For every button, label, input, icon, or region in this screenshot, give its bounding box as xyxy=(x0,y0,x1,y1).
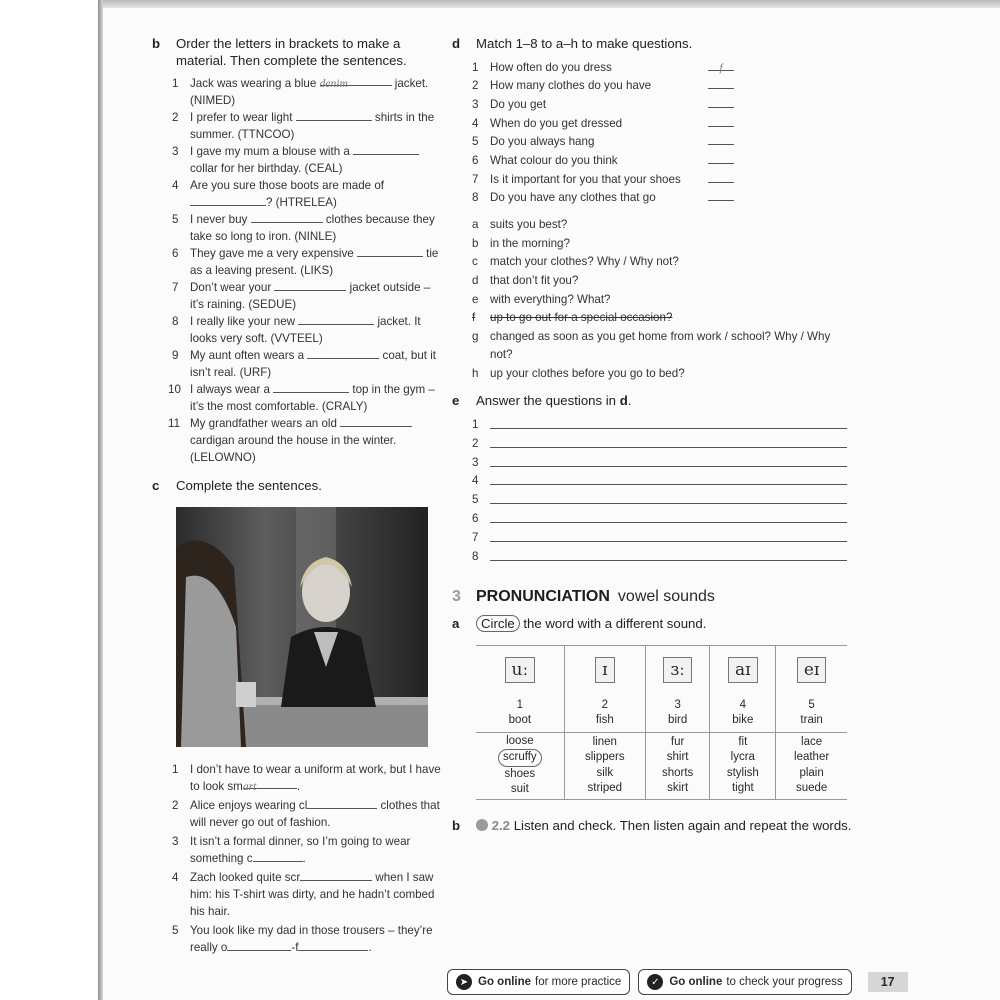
exercise-c-heading xyxy=(152,478,442,495)
item-question: Do you have any clothes that go xyxy=(490,191,656,205)
vowel-symbol-cell xyxy=(710,645,776,694)
answer-line-row xyxy=(472,454,852,473)
answer-blank[interactable] xyxy=(353,144,419,155)
item-text xyxy=(190,797,442,831)
circle-word: Circle xyxy=(476,615,520,632)
exercise-a-heading xyxy=(452,616,852,633)
word-list-cell xyxy=(776,732,847,799)
item-text-end: clothes because they take so long to iron. (NINLE) xyxy=(190,213,435,243)
list-item xyxy=(172,75,442,109)
item-letter: e xyxy=(472,292,479,306)
item-ending: that don’t fit you? xyxy=(490,273,579,287)
answer-line-row xyxy=(472,435,852,454)
item-text xyxy=(472,171,708,190)
key-word-cell xyxy=(564,694,645,733)
item-text xyxy=(190,177,442,211)
list-item xyxy=(472,59,852,78)
column-number: 4 xyxy=(739,698,747,711)
exercise-instruction: Complete the sentences. xyxy=(176,478,322,493)
list-item xyxy=(168,381,442,415)
answer-blank[interactable] xyxy=(298,940,368,951)
list-item xyxy=(172,211,442,245)
answer-blank[interactable] xyxy=(357,246,423,257)
list-item xyxy=(472,291,852,310)
item-text-end: . xyxy=(302,851,306,865)
answer-line[interactable] xyxy=(490,416,847,429)
answer-line[interactable] xyxy=(490,435,847,448)
section-title: PRONUNCIATION xyxy=(476,588,610,606)
item-number: 4 xyxy=(172,179,179,192)
line-number: 6 xyxy=(472,511,479,525)
answer-line-row xyxy=(472,416,852,435)
line-number: 7 xyxy=(472,530,479,544)
item-number: 10 xyxy=(168,383,181,396)
match-answer-blank[interactable] xyxy=(708,77,734,89)
line-number: 4 xyxy=(472,474,479,488)
item-text-middle: -f xyxy=(291,940,299,954)
key-word-cell xyxy=(476,694,564,733)
sound-picture-icon: aɪ xyxy=(728,657,758,683)
button-bold-label: Go online xyxy=(478,976,532,988)
item-text-start: My grandfather wears an old xyxy=(190,417,341,430)
item-text-start: They gave me a very expensive xyxy=(190,247,357,260)
item-text-end: cardigan around the house in the winter. (LELOWNO) xyxy=(190,434,397,464)
list-item xyxy=(472,365,852,384)
exercise-b-items xyxy=(168,75,442,466)
item-text xyxy=(190,109,442,143)
answer-blank[interactable] xyxy=(251,212,323,223)
choice-word[interactable]: lycra xyxy=(730,751,755,764)
key-word-cell xyxy=(710,694,776,733)
list-item xyxy=(172,797,442,831)
item-number: 11 xyxy=(168,417,181,430)
item-text-end: . xyxy=(296,779,301,793)
key-word-cell xyxy=(776,694,847,733)
item-text xyxy=(472,115,708,134)
sound-picture-icon: ɜː xyxy=(663,657,691,683)
match-answer-blank[interactable] xyxy=(708,171,734,183)
item-number: 4 xyxy=(172,870,179,884)
match-answer-blank[interactable] xyxy=(708,115,734,127)
item-text xyxy=(190,313,442,347)
item-ending: up to go out for a special occasion? xyxy=(490,311,673,325)
section-number: 3 xyxy=(452,588,461,606)
item-letter: g xyxy=(472,329,479,343)
item-text-start: I gave my mum a blouse with a xyxy=(190,145,354,158)
item-text xyxy=(190,833,442,867)
exercise-reference: d xyxy=(619,393,628,409)
exercise-letter: d xyxy=(452,36,461,51)
exercise-d-lettered xyxy=(472,216,852,383)
item-text-end: jacket. It looks very soft. (VVTEEL) xyxy=(190,315,421,345)
choice-word[interactable]: suit xyxy=(510,783,529,796)
item-text xyxy=(190,245,442,279)
answer-line-row xyxy=(472,472,852,491)
key-word: bike xyxy=(732,713,754,726)
choice-word[interactable]: slippers xyxy=(584,751,625,764)
key-word: train xyxy=(800,713,823,726)
checkmark-icon: ✓ xyxy=(647,974,663,990)
list-item xyxy=(172,245,442,279)
item-number: 8 xyxy=(172,315,179,328)
answer-line-row xyxy=(472,548,852,567)
match-answer-blank[interactable] xyxy=(708,133,734,145)
choice-word[interactable]: stylish xyxy=(726,766,759,779)
item-question: Is it important for you that your shoes xyxy=(490,172,681,186)
right-column xyxy=(452,36,852,834)
item-letter: h xyxy=(472,366,479,380)
line-number: 5 xyxy=(472,493,479,507)
item-text-end: top in the gym – it’s the most comfortable. (CRALY) xyxy=(190,383,435,413)
choice-word[interactable]: leather xyxy=(794,751,830,764)
answer-line-row xyxy=(472,510,852,529)
item-number: 6 xyxy=(172,247,179,260)
item-text-end: . xyxy=(368,940,372,954)
item-text-start: Zach looked quite scr xyxy=(190,870,301,884)
item-ending: suits you best? xyxy=(490,218,568,232)
choice-word[interactable]: loose xyxy=(506,734,534,747)
item-ending: in the morning? xyxy=(490,236,570,250)
answer-line[interactable] xyxy=(490,472,847,485)
item-number: 1 xyxy=(172,77,179,90)
exercise-instruction-end: . xyxy=(627,393,632,409)
item-text xyxy=(190,347,442,381)
item-number: 5 xyxy=(172,213,179,226)
answer-blank[interactable] xyxy=(307,348,379,359)
exercise-c-items xyxy=(172,761,442,956)
item-text-start: My aunt often wears a xyxy=(190,349,308,362)
item-question: Do you always hang xyxy=(490,135,595,149)
choice-word[interactable]: tight xyxy=(731,782,754,795)
answer-blank[interactable]: denim xyxy=(320,75,392,86)
list-item xyxy=(172,313,442,347)
list-item xyxy=(472,77,852,96)
line-number: 2 xyxy=(472,436,479,450)
item-letter: a xyxy=(472,218,479,232)
list-item xyxy=(172,109,442,143)
item-letter: c xyxy=(472,255,478,269)
choice-word[interactable]: fur xyxy=(670,735,685,748)
list-item xyxy=(472,133,852,152)
answer-blank[interactable] xyxy=(227,940,291,951)
item-text-start: Are you sure those boots are made of xyxy=(190,179,384,192)
choice-word[interactable]: fit xyxy=(738,735,748,748)
circled-word[interactable]: scruffy xyxy=(498,749,542,767)
list-item xyxy=(172,833,442,867)
sound-picture-icon: uː xyxy=(505,657,536,683)
key-word: bird xyxy=(668,713,688,726)
list-item xyxy=(172,922,442,956)
item-text xyxy=(190,143,442,177)
exercise-instruction: Answer the questions in xyxy=(476,393,620,409)
item-number: 5 xyxy=(472,135,479,149)
list-item xyxy=(472,253,852,272)
line-number: 1 xyxy=(472,417,479,431)
answer-blank[interactable] xyxy=(190,195,266,206)
list-item xyxy=(472,189,852,208)
item-number: 6 xyxy=(472,154,479,168)
item-text-end: clothes that will never go out of fashion. xyxy=(190,798,440,829)
answer-blank[interactable] xyxy=(296,110,372,121)
item-number: 2 xyxy=(472,79,479,93)
item-number: 3 xyxy=(172,834,179,848)
exercise-instruction: Match 1–8 to a–h to make questions. xyxy=(476,36,693,51)
exercise-instruction: the word with a different sound. xyxy=(519,616,707,632)
answer-line-row xyxy=(472,491,852,510)
list-item xyxy=(472,96,852,115)
item-text xyxy=(190,415,442,466)
item-text xyxy=(472,133,708,152)
scan-edge-top xyxy=(100,0,1000,8)
vowel-symbol-cell xyxy=(776,645,847,694)
word-list-cell xyxy=(564,732,645,799)
item-text xyxy=(190,922,442,956)
item-text-start: I really like your new xyxy=(190,315,299,328)
item-text xyxy=(190,869,442,920)
item-text xyxy=(472,59,708,78)
exercise-e-answer-lines xyxy=(472,416,852,566)
item-text-start: It isn’t a formal dinner, so I’m going to wear something c xyxy=(190,834,411,865)
answer-line[interactable] xyxy=(490,491,847,504)
list-item xyxy=(172,279,442,313)
item-ending: match your clothes? Why / Why not? xyxy=(490,255,679,269)
audio-track-number: 2.2 xyxy=(491,817,511,833)
exercise-d-numbered xyxy=(472,59,852,209)
pronunciation-heading xyxy=(452,588,852,606)
item-number: 3 xyxy=(472,97,479,111)
list-item xyxy=(472,115,852,134)
page-footer xyxy=(447,969,908,995)
sound-picture-icon: eɪ xyxy=(797,657,827,683)
item-text-end: collar for her birthday. (CEAL) xyxy=(190,162,343,175)
item-text-start: I don’t have to wear a uniform at work, but I have to look sm xyxy=(190,762,441,793)
item-text-end: jacket. (NIMED) xyxy=(190,77,429,107)
key-word-cell xyxy=(645,694,710,733)
exercise-instruction: Order the letters in brackets to make a material. Then complete the sentences. xyxy=(176,36,407,68)
go-online-progress-button[interactable] xyxy=(638,969,851,995)
list-item xyxy=(172,143,442,177)
item-number: 7 xyxy=(472,172,479,186)
exercise-letter: b xyxy=(152,36,161,51)
choice-word[interactable]: shoes xyxy=(504,767,536,780)
list-item xyxy=(168,415,442,466)
audio-icon[interactable] xyxy=(476,819,488,831)
key-word: fish xyxy=(595,713,614,726)
item-text-start: I prefer to wear light xyxy=(190,111,296,124)
go-online-practice-button[interactable] xyxy=(447,969,630,995)
choice-word[interactable]: skirt xyxy=(667,782,689,795)
answer-blank[interactable] xyxy=(253,851,303,862)
item-text-start: I never buy xyxy=(190,213,251,226)
item-letter: f xyxy=(472,311,476,325)
item-text xyxy=(472,189,708,208)
item-text-end: when I saw him: his T-shirt was dirty, and he hadn’t combed his hair. xyxy=(190,870,435,918)
word-list-cell xyxy=(710,732,776,799)
vowel-symbol-cell xyxy=(476,645,564,694)
choice-word[interactable]: suede xyxy=(795,782,828,795)
item-question: What colour do you think xyxy=(490,154,618,168)
item-question: How many clothes do you have xyxy=(490,79,652,93)
item-number: 8 xyxy=(472,191,479,205)
answer-blank[interactable] xyxy=(298,314,374,325)
item-number: 9 xyxy=(172,349,179,362)
item-text xyxy=(190,211,442,245)
vowel-symbol-cell xyxy=(645,645,710,694)
exercise-letter: a xyxy=(452,616,460,632)
list-item xyxy=(472,309,852,328)
item-number: 2 xyxy=(172,111,179,124)
item-number: 3 xyxy=(172,145,179,158)
word-list-cell xyxy=(645,732,710,799)
choice-word[interactable]: shorts xyxy=(661,766,694,779)
list-item xyxy=(172,177,442,211)
answer-blank[interactable] xyxy=(307,798,377,809)
answer-line[interactable] xyxy=(490,529,847,542)
item-text xyxy=(472,152,708,171)
choice-word[interactable]: plain xyxy=(799,766,824,779)
column-number: 2 xyxy=(601,698,608,711)
line-number: 8 xyxy=(472,549,479,563)
exercise-e-heading xyxy=(452,393,852,410)
exercise-b-heading xyxy=(152,36,442,69)
left-column xyxy=(152,36,442,958)
match-answer-blank[interactable] xyxy=(708,152,734,164)
list-item xyxy=(472,216,852,235)
choice-word[interactable]: linen xyxy=(592,735,617,748)
answer-line[interactable] xyxy=(490,454,847,467)
column-number: 3 xyxy=(674,698,681,711)
item-number: 5 xyxy=(172,923,179,937)
item-text-start: You look like my dad in those trousers – they’re really o xyxy=(190,923,433,954)
answer-blank[interactable] xyxy=(273,382,349,393)
item-number: 7 xyxy=(172,281,179,294)
item-letter: d xyxy=(472,273,479,287)
item-text-end: coat, but it isn’t real. (URF) xyxy=(190,349,437,379)
match-answer-blank[interactable] xyxy=(708,189,734,201)
button-label: for more practice xyxy=(535,976,622,988)
item-number: 2 xyxy=(172,798,179,812)
list-item xyxy=(472,272,852,291)
list-item xyxy=(472,328,852,365)
item-text xyxy=(190,761,442,795)
item-letter: b xyxy=(472,236,479,250)
list-item xyxy=(172,761,442,795)
item-text-end: ? (HTRELEA) xyxy=(266,196,337,209)
item-text xyxy=(472,77,708,96)
exercise-b-pron-heading xyxy=(452,818,852,835)
list-item xyxy=(172,869,442,920)
answer-blank[interactable]: art xyxy=(243,778,297,789)
choice-word[interactable]: silk xyxy=(596,766,614,779)
item-number: 1 xyxy=(172,762,179,776)
answer-blank[interactable] xyxy=(340,416,412,427)
word-list-cell xyxy=(476,732,564,799)
item-text-start: I always wear a xyxy=(190,383,274,396)
list-item xyxy=(472,235,852,254)
answer-line-row xyxy=(472,529,852,548)
exercise-letter: e xyxy=(452,393,460,409)
button-bold-label: Go online xyxy=(669,976,723,988)
cursor-icon: ➤ xyxy=(456,974,472,990)
item-text xyxy=(190,279,442,313)
item-number: 4 xyxy=(472,116,479,130)
vowel-symbol-cell xyxy=(564,645,645,694)
key-word: boot xyxy=(508,713,532,726)
answer-blank[interactable] xyxy=(274,280,346,291)
column-number: 1 xyxy=(516,698,524,711)
item-text-start: Alice enjoys wearing cl xyxy=(190,798,308,812)
item-text xyxy=(472,96,708,115)
list-item xyxy=(472,152,852,171)
answer-line[interactable] xyxy=(490,548,847,561)
section-subtitle: vowel sounds xyxy=(617,588,715,606)
exercise-d-heading xyxy=(452,36,852,53)
list-item xyxy=(472,171,852,190)
item-text-start: Jack was wearing a blue xyxy=(190,77,320,90)
item-text xyxy=(190,75,442,109)
item-text xyxy=(190,381,442,415)
vowel-sounds-table xyxy=(476,645,847,800)
item-ending: changed as soon as you get home from work / school? Why / Why not? xyxy=(490,329,831,362)
exercise-instruction: Listen and check. Then listen again and repeat the words. xyxy=(513,817,852,833)
item-text-end: jacket outside – it’s raining. (SEDUE) xyxy=(190,281,431,311)
match-answer-blank[interactable] xyxy=(708,96,734,108)
item-question: Do you get xyxy=(490,97,547,111)
sound-picture-icon: ɪ xyxy=(595,657,614,683)
answer-blank[interactable] xyxy=(300,870,372,881)
item-ending: up your clothes before you go to bed? xyxy=(490,366,685,380)
choice-word[interactable]: striped xyxy=(587,782,623,795)
item-number: 1 xyxy=(472,60,479,74)
answer-line[interactable] xyxy=(490,510,847,523)
item-question: When do you get dressed xyxy=(490,116,623,130)
list-item xyxy=(172,347,442,381)
choice-word[interactable]: shirt xyxy=(666,751,689,764)
item-text-end: tie as a leaving present. (LIKS) xyxy=(190,247,439,277)
item-text-end: shirts in the summer. (TTNCOO) xyxy=(190,111,435,141)
item-ending: with everything? What? xyxy=(490,292,611,306)
line-number: 3 xyxy=(472,455,479,469)
choice-word[interactable]: lace xyxy=(801,735,823,748)
item-question: How often do you dress xyxy=(490,60,612,74)
page-number: 17 xyxy=(868,972,908,992)
column-number: 5 xyxy=(808,698,815,711)
button-label: to check your progress xyxy=(726,976,843,988)
exercise-letter: c xyxy=(152,478,160,493)
office-photo xyxy=(176,507,428,747)
item-text-start: Don’t wear your xyxy=(190,281,275,294)
match-answer-blank[interactable]: f xyxy=(708,59,734,71)
exercise-letter: b xyxy=(452,817,461,833)
